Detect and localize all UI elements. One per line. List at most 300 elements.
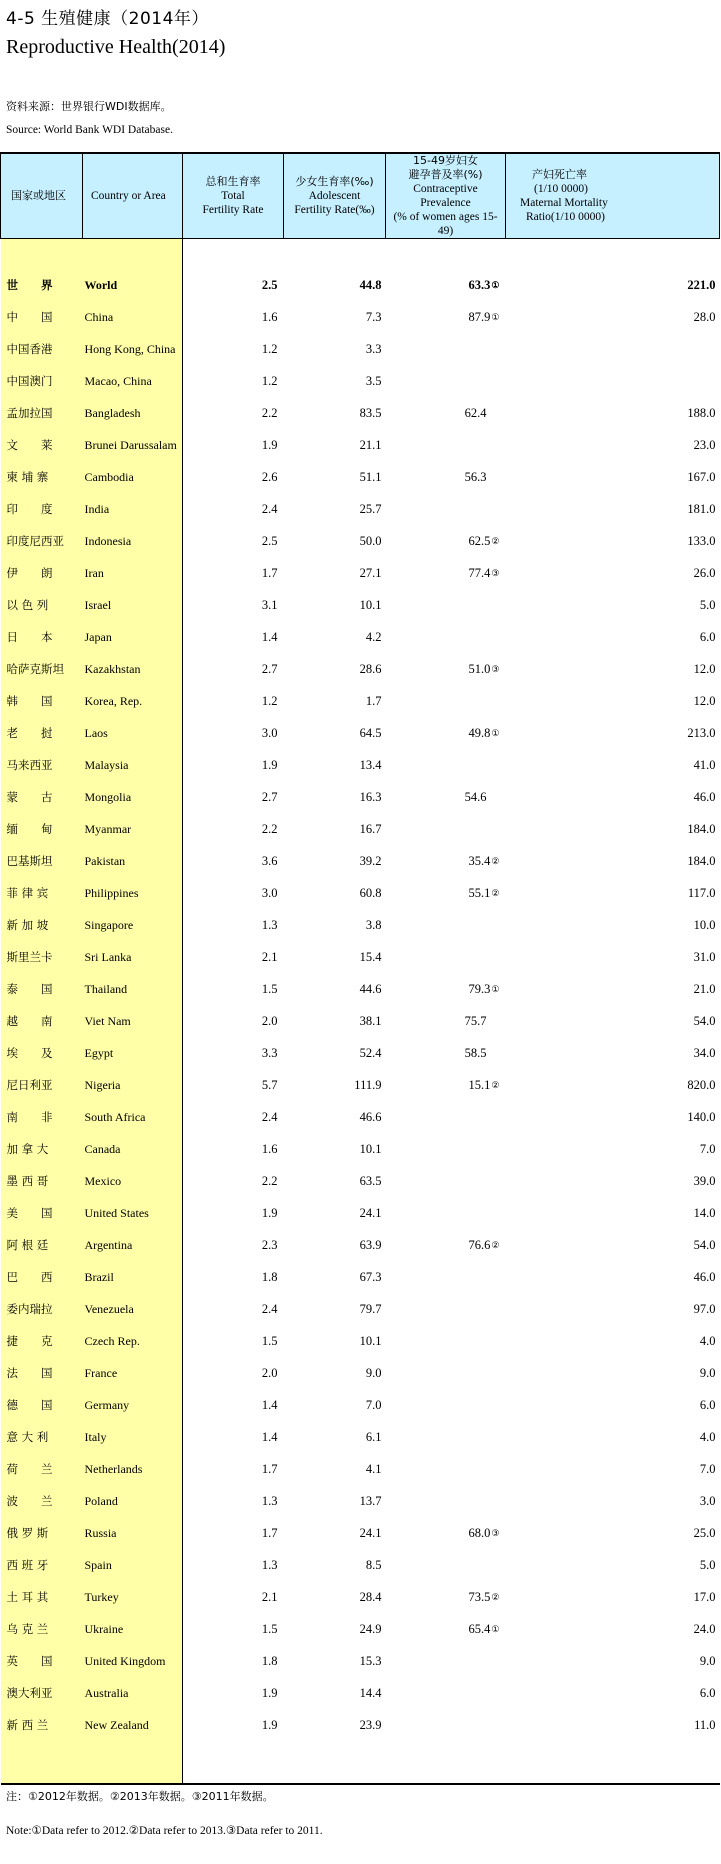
total-fertility-rate-cell: 3.0 <box>261 885 278 900</box>
country-name-cn: 新 西 兰 <box>1 1709 83 1741</box>
contraceptive-prevalence-cell <box>386 749 506 781</box>
country-name-cn: 以 色 列 <box>1 589 83 621</box>
header-maternal-mortality <box>506 153 720 239</box>
adolescent-fertility-rate-cell: 1.7 <box>365 693 382 708</box>
table-row <box>1 525 720 557</box>
country-name-cn: 柬 埔 寨 <box>1 461 83 493</box>
country-name-cn: 波 兰 <box>1 1485 83 1517</box>
contraceptive-prevalence-value: 63.3 <box>468 277 491 292</box>
adolescent-fertility-rate-cell: 9.0 <box>365 1365 382 1380</box>
spacer-cell <box>83 239 183 270</box>
country-name-en: Australia <box>83 1677 183 1709</box>
adolescent-fertility-rate-cell: 16.7 <box>359 821 382 836</box>
adolescent-fertility-rate-cell: 28.4 <box>359 1589 382 1604</box>
adolescent-fertility-rate-cell: 15.3 <box>359 1653 382 1668</box>
maternal-mortality-cell: 10.0 <box>693 917 716 932</box>
adolescent-fertility-rate-cell: 4.1 <box>365 1461 382 1476</box>
country-name-en: India <box>83 493 183 525</box>
contraceptive-prevalence-value: 35.4 <box>468 853 491 868</box>
source-note-cn: 资料来源：世界银行WDI数据库。 <box>6 100 172 113</box>
country-name-en: Germany <box>83 1389 183 1421</box>
maternal-mortality-cell <box>506 365 720 397</box>
footnote-marker: ② <box>491 1239 500 1250</box>
total-fertility-rate-cell: 1.4 <box>261 1429 278 1444</box>
adolescent-fertility-rate-cell: 67.3 <box>359 1269 382 1284</box>
maternal-mortality-cell: 41.0 <box>693 757 716 772</box>
country-name-en: Philippines <box>83 877 183 909</box>
adolescent-fertility-rate-cell: 21.1 <box>359 437 382 452</box>
country-name-en: Myanmar <box>83 813 183 845</box>
table-row <box>1 461 720 493</box>
adolescent-fertility-rate-cell: 23.9 <box>359 1717 382 1732</box>
maternal-mortality-cell: 117.0 <box>687 885 716 900</box>
adolescent-fertility-rate-cell: 15.4 <box>359 949 382 964</box>
maternal-mortality-cell: 12.0 <box>693 661 716 676</box>
total-fertility-rate-cell: 1.3 <box>261 1493 278 1508</box>
maternal-mortality-cell: 184.0 <box>687 853 716 868</box>
country-name-en: Italy <box>83 1421 183 1453</box>
adolescent-fertility-rate-cell: 39.2 <box>359 853 382 868</box>
country-name-en: Hong Kong, China <box>83 333 183 365</box>
header-tfr-cn: 总和生育率 <box>205 175 261 188</box>
total-fertility-rate-cell: 3.0 <box>261 725 278 740</box>
maternal-mortality-cell: 54.0 <box>693 1013 716 1028</box>
country-name-en: Argentina <box>83 1229 183 1261</box>
country-name-en: Israel <box>83 589 183 621</box>
country-name-cn: 西 班 牙 <box>1 1549 83 1581</box>
maternal-mortality-cell: 9.0 <box>699 1365 716 1380</box>
country-name-cn: 缅 甸 <box>1 813 83 845</box>
maternal-mortality-cell: 26.0 <box>693 565 716 580</box>
adolescent-fertility-rate-cell: 10.1 <box>359 1141 382 1156</box>
country-name-cn: 阿 根 廷 <box>1 1229 83 1261</box>
footnote-marker: ① <box>491 983 500 994</box>
maternal-mortality-cell: 167.0 <box>687 469 716 484</box>
contraceptive-prevalence-cell <box>386 1485 506 1517</box>
footnote-cn: 注：①2012年数据。②2013年数据。③2011年数据。 <box>6 1790 274 1803</box>
adolescent-fertility-rate-cell: 63.5 <box>359 1173 382 1188</box>
contraceptive-prevalence-cell <box>386 1709 506 1741</box>
contraceptive-prevalence-cell <box>386 973 506 1005</box>
contraceptive-prevalence-cell <box>386 845 506 877</box>
end-cell <box>83 1741 183 1784</box>
maternal-mortality-cell: 4.0 <box>699 1429 716 1444</box>
footnote-marker: ③ <box>491 663 500 674</box>
contraceptive-prevalence-cell <box>386 429 506 461</box>
table-row <box>1 1677 720 1709</box>
spacer-cell <box>386 239 506 270</box>
contraceptive-prevalence-value: 65.4 <box>468 1621 491 1636</box>
total-fertility-rate-cell: 1.7 <box>261 1461 278 1476</box>
adolescent-fertility-rate-cell: 24.9 <box>359 1621 382 1636</box>
contraceptive-prevalence-cell <box>386 1581 506 1613</box>
contraceptive-prevalence-value: 73.5 <box>468 1589 491 1604</box>
contraceptive-prevalence-value: 77.4 <box>468 565 491 580</box>
total-fertility-rate-cell: 1.4 <box>261 1397 278 1412</box>
total-fertility-rate-cell: 1.9 <box>261 437 278 452</box>
header-cp-cn2: 避孕普及率(%) <box>408 168 483 181</box>
page-title-cn: 4-5 生殖健康（2014年） <box>6 9 209 29</box>
header-mm-unit: (1/10 0000) <box>534 183 588 195</box>
total-fertility-rate-cell: 2.0 <box>261 1365 278 1380</box>
maternal-mortality-cell: 34.0 <box>693 1045 716 1060</box>
country-name-en: China <box>83 301 183 333</box>
table-row <box>1 365 720 397</box>
country-name-cn: 尼日利亚 <box>1 1069 83 1101</box>
contraceptive-prevalence-cell <box>386 525 506 557</box>
maternal-mortality-cell: 21.0 <box>693 981 716 996</box>
country-name-cn: 巴 西 <box>1 1261 83 1293</box>
table-row <box>1 429 720 461</box>
country-name-cn: 意 大 利 <box>1 1421 83 1453</box>
total-fertility-rate-cell: 2.4 <box>261 1109 278 1124</box>
total-fertility-rate-cell: 1.2 <box>261 693 278 708</box>
header-tfr-en2: Fertility Rate <box>202 204 264 216</box>
maternal-mortality-cell: 97.0 <box>693 1301 716 1316</box>
country-name-en: Sri Lanka <box>83 941 183 973</box>
header-tfr-en1: Total <box>221 190 245 202</box>
contraceptive-prevalence-cell <box>386 781 506 813</box>
country-name-en: Poland <box>83 1485 183 1517</box>
header-afr-cn: 少女生育率(‰) <box>295 175 374 188</box>
contraceptive-prevalence-cell <box>386 717 506 749</box>
country-name-cn: 越 南 <box>1 1005 83 1037</box>
country-name-en: France <box>83 1357 183 1389</box>
total-fertility-rate-cell: 1.4 <box>261 629 278 644</box>
table-row <box>1 781 720 813</box>
country-name-cn: 法 国 <box>1 1357 83 1389</box>
adolescent-fertility-rate-cell: 50.0 <box>359 533 382 548</box>
table-row <box>1 813 720 845</box>
maternal-mortality-cell: 184.0 <box>687 821 716 836</box>
table-row <box>1 909 720 941</box>
contraceptive-prevalence-value: 56.3 <box>464 469 487 484</box>
maternal-mortality-cell: 213.0 <box>687 725 716 740</box>
contraceptive-prevalence-cell <box>386 1389 506 1421</box>
country-name-cn: 巴基斯坦 <box>1 845 83 877</box>
country-name-cn: 荷 兰 <box>1 1453 83 1485</box>
maternal-mortality-cell: 4.0 <box>699 1333 716 1348</box>
contraceptive-prevalence-value: 58.5 <box>464 1045 487 1060</box>
contraceptive-prevalence-cell <box>386 941 506 973</box>
header-adolescent-fertility-rate <box>284 153 386 239</box>
country-name-en: Singapore <box>83 909 183 941</box>
contraceptive-prevalence-cell <box>386 1613 506 1645</box>
header-area-cn: 国家或地区 <box>1 153 83 239</box>
total-fertility-rate-cell: 2.0 <box>261 1013 278 1028</box>
country-name-en: Russia <box>83 1517 183 1549</box>
table-row <box>1 493 720 525</box>
total-fertility-rate-cell: 2.2 <box>261 405 278 420</box>
total-fertility-rate-cell: 2.4 <box>261 1301 278 1316</box>
contraceptive-prevalence-cell <box>386 1133 506 1165</box>
end-cell <box>506 1741 720 1784</box>
contraceptive-prevalence-cell <box>386 461 506 493</box>
source-note-en: Source: World Bank WDI Database. <box>6 124 173 136</box>
country-name-cn: 捷 克 <box>1 1325 83 1357</box>
header-area-en: Country or Area <box>83 153 183 239</box>
contraceptive-prevalence-cell <box>386 1677 506 1709</box>
total-fertility-rate-cell: 2.5 <box>261 277 278 292</box>
table-row <box>1 557 720 589</box>
header-afr-en2: Fertility Rate(‰) <box>294 204 375 216</box>
table-row <box>1 1069 720 1101</box>
table-row <box>1 1453 720 1485</box>
contraceptive-prevalence-cell <box>386 493 506 525</box>
country-name-cn: 新 加 坡 <box>1 909 83 941</box>
country-name-en: United States <box>83 1197 183 1229</box>
contraceptive-prevalence-cell <box>386 269 506 301</box>
total-fertility-rate-cell: 3.1 <box>261 597 278 612</box>
table-end-row <box>1 1741 720 1784</box>
table-row <box>1 1357 720 1389</box>
country-name-cn: 墨 西 哥 <box>1 1165 83 1197</box>
contraceptive-prevalence-cell <box>386 1549 506 1581</box>
end-cell <box>1 1741 83 1784</box>
maternal-mortality-cell: 7.0 <box>699 1461 716 1476</box>
maternal-mortality-cell: 7.0 <box>699 1141 716 1156</box>
maternal-mortality-cell: 17.0 <box>693 1589 716 1604</box>
country-name-en: Turkey <box>83 1581 183 1613</box>
header-afr-en1: Adolescent <box>308 190 361 202</box>
adolescent-fertility-rate-cell: 51.1 <box>359 469 382 484</box>
country-name-en: Mongolia <box>83 781 183 813</box>
country-name-en: Egypt <box>83 1037 183 1069</box>
country-name-en: Canada <box>83 1133 183 1165</box>
adolescent-fertility-rate-cell: 3.3 <box>365 341 382 356</box>
adolescent-fertility-rate-cell: 44.8 <box>359 277 382 292</box>
table-row <box>1 1485 720 1517</box>
table-row <box>1 1101 720 1133</box>
country-name-en: Brazil <box>83 1261 183 1293</box>
maternal-mortality-cell: 188.0 <box>687 405 716 420</box>
adolescent-fertility-rate-cell: 46.6 <box>359 1109 382 1124</box>
adolescent-fertility-rate-cell: 24.1 <box>359 1525 382 1540</box>
footnote-marker: ② <box>491 1591 500 1602</box>
country-name-cn: 泰 国 <box>1 973 83 1005</box>
table-row <box>1 941 720 973</box>
total-fertility-rate-cell: 2.3 <box>261 1237 278 1252</box>
country-name-en: World <box>83 269 183 301</box>
country-name-cn: 加 拿 大 <box>1 1133 83 1165</box>
total-fertility-rate-cell: 1.8 <box>261 1653 278 1668</box>
country-name-cn: 日 本 <box>1 621 83 653</box>
contraceptive-prevalence-cell <box>386 1645 506 1677</box>
contraceptive-prevalence-cell <box>386 653 506 685</box>
contraceptive-prevalence-value: 54.6 <box>464 789 487 804</box>
country-name-en: Pakistan <box>83 845 183 877</box>
total-fertility-rate-cell: 1.2 <box>261 341 278 356</box>
country-name-cn: 南 非 <box>1 1101 83 1133</box>
country-name-en: Japan <box>83 621 183 653</box>
total-fertility-rate-cell: 1.9 <box>261 1205 278 1220</box>
header-contraceptive-prevalence <box>386 153 506 239</box>
maternal-mortality-cell: 6.0 <box>699 629 716 644</box>
country-name-cn: 印 度 <box>1 493 83 525</box>
country-name-en: Netherlands <box>83 1453 183 1485</box>
contraceptive-prevalence-cell <box>386 877 506 909</box>
maternal-mortality-cell: 140.0 <box>687 1109 716 1124</box>
maternal-mortality-cell: 24.0 <box>693 1621 716 1636</box>
contraceptive-prevalence-cell <box>386 1261 506 1293</box>
table-row <box>1 621 720 653</box>
table-row <box>1 973 720 1005</box>
adolescent-fertility-rate-cell: 38.1 <box>359 1013 382 1028</box>
adolescent-fertility-rate-cell: 7.0 <box>365 1397 382 1412</box>
header-cp-en2: (% of women ages 15-49) <box>393 211 498 237</box>
total-fertility-rate-cell: 2.2 <box>261 1173 278 1188</box>
table-body <box>1 239 720 1785</box>
total-fertility-rate-cell: 1.7 <box>261 1525 278 1540</box>
footnote-marker: ② <box>491 1079 500 1090</box>
contraceptive-prevalence-value: 79.3 <box>468 981 491 996</box>
maternal-mortality-cell <box>506 333 720 365</box>
country-name-en: Thailand <box>83 973 183 1005</box>
contraceptive-prevalence-cell <box>386 1517 506 1549</box>
table-spacer-row <box>1 239 720 270</box>
table-row <box>1 269 720 301</box>
table-row <box>1 717 720 749</box>
contraceptive-prevalence-cell <box>386 1037 506 1069</box>
adolescent-fertility-rate-cell: 63.9 <box>359 1237 382 1252</box>
table-row <box>1 397 720 429</box>
adolescent-fertility-rate-cell: 3.8 <box>365 917 382 932</box>
contraceptive-prevalence-cell <box>386 1101 506 1133</box>
country-name-cn: 中国香港 <box>1 333 83 365</box>
header-cp-en1: Contraceptive Prevalence <box>413 183 478 209</box>
maternal-mortality-cell: 11.0 <box>694 1717 716 1732</box>
contraceptive-prevalence-cell <box>386 1069 506 1101</box>
adolescent-fertility-rate-cell: 44.6 <box>359 981 382 996</box>
contraceptive-prevalence-cell <box>386 1421 506 1453</box>
contraceptive-prevalence-cell <box>386 1325 506 1357</box>
table-row <box>1 845 720 877</box>
total-fertility-rate-cell: 1.5 <box>261 1333 278 1348</box>
total-fertility-rate-cell: 2.6 <box>261 469 278 484</box>
country-name-cn: 埃 及 <box>1 1037 83 1069</box>
maternal-mortality-cell: 54.0 <box>693 1237 716 1252</box>
total-fertility-rate-cell: 3.3 <box>261 1045 278 1060</box>
country-name-en: Czech Rep. <box>83 1325 183 1357</box>
contraceptive-prevalence-cell <box>386 365 506 397</box>
contraceptive-prevalence-value: 55.1 <box>468 885 491 900</box>
country-name-cn: 乌 克 兰 <box>1 1613 83 1645</box>
maternal-mortality-cell: 31.0 <box>693 949 716 964</box>
table-row <box>1 1293 720 1325</box>
table-row <box>1 1613 720 1645</box>
country-name-cn: 中 国 <box>1 301 83 333</box>
total-fertility-rate-cell: 1.9 <box>261 757 278 772</box>
country-name-en: United Kingdom <box>83 1645 183 1677</box>
country-name-en: Mexico <box>83 1165 183 1197</box>
contraceptive-prevalence-value: 75.7 <box>464 1013 487 1028</box>
adolescent-fertility-rate-cell: 6.1 <box>365 1429 382 1444</box>
maternal-mortality-cell: 221.0 <box>687 277 716 292</box>
maternal-mortality-cell: 46.0 <box>693 1269 716 1284</box>
country-name-en: Venezuela <box>83 1293 183 1325</box>
country-name-en: Indonesia <box>83 525 183 557</box>
total-fertility-rate-cell: 2.7 <box>261 661 278 676</box>
country-name-cn: 中国澳门 <box>1 365 83 397</box>
table-row <box>1 685 720 717</box>
country-name-cn: 伊 朗 <box>1 557 83 589</box>
header-total-fertility-rate <box>183 153 284 239</box>
adolescent-fertility-rate-cell: 7.3 <box>365 309 382 324</box>
table-row <box>1 749 720 781</box>
country-name-cn: 世 界 <box>1 269 83 301</box>
contraceptive-prevalence-value: 15.1 <box>468 1077 491 1092</box>
header-mm-en1: Maternal Mortality <box>520 197 608 209</box>
country-name-cn: 菲 律 宾 <box>1 877 83 909</box>
adolescent-fertility-rate-cell: 25.7 <box>359 501 382 516</box>
country-name-cn: 韩 国 <box>1 685 83 717</box>
reproductive-health-table <box>0 152 720 1785</box>
adolescent-fertility-rate-cell: 27.1 <box>359 565 382 580</box>
total-fertility-rate-cell: 1.5 <box>261 981 278 996</box>
contraceptive-prevalence-cell <box>386 685 506 717</box>
contraceptive-prevalence-value: 68.0 <box>468 1525 491 1540</box>
footnote-marker: ③ <box>491 567 500 578</box>
adolescent-fertility-rate-cell: 8.5 <box>365 1557 382 1572</box>
table-row <box>1 301 720 333</box>
adolescent-fertility-rate-cell: 13.7 <box>359 1493 382 1508</box>
maternal-mortality-cell: 181.0 <box>687 501 716 516</box>
total-fertility-rate-cell: 1.2 <box>261 373 278 388</box>
adolescent-fertility-rate-cell: 52.4 <box>359 1045 382 1060</box>
adolescent-fertility-rate-cell: 4.2 <box>365 629 382 644</box>
country-name-en: Iran <box>83 557 183 589</box>
table-row <box>1 1165 720 1197</box>
country-name-en: New Zealand <box>83 1709 183 1741</box>
country-name-en: Ukraine <box>83 1613 183 1645</box>
maternal-mortality-cell: 46.0 <box>693 789 716 804</box>
table-row <box>1 1325 720 1357</box>
contraceptive-prevalence-cell <box>386 333 506 365</box>
country-name-cn: 土 耳 其 <box>1 1581 83 1613</box>
table-row <box>1 1421 720 1453</box>
adolescent-fertility-rate-cell: 24.1 <box>359 1205 382 1220</box>
maternal-mortality-cell: 6.0 <box>699 1685 716 1700</box>
adolescent-fertility-rate-cell: 13.4 <box>359 757 382 772</box>
contraceptive-prevalence-cell <box>386 589 506 621</box>
country-name-cn: 美 国 <box>1 1197 83 1229</box>
country-name-cn: 德 国 <box>1 1389 83 1421</box>
country-name-cn: 孟加拉国 <box>1 397 83 429</box>
table-row <box>1 653 720 685</box>
total-fertility-rate-cell: 2.2 <box>261 821 278 836</box>
country-name-en: Viet Nam <box>83 1005 183 1037</box>
country-name-cn: 印度尼西亚 <box>1 525 83 557</box>
total-fertility-rate-cell: 2.1 <box>261 1589 278 1604</box>
table-row <box>1 1197 720 1229</box>
country-name-en: Korea, Rep. <box>83 685 183 717</box>
total-fertility-rate-cell: 1.5 <box>261 1621 278 1636</box>
country-name-en: Kazakhstan <box>83 653 183 685</box>
contraceptive-prevalence-cell <box>386 1229 506 1261</box>
total-fertility-rate-cell: 1.7 <box>261 565 278 580</box>
adolescent-fertility-rate-cell: 3.5 <box>365 373 382 388</box>
maternal-mortality-cell: 12.0 <box>693 693 716 708</box>
contraceptive-prevalence-value: 76.6 <box>468 1237 491 1252</box>
footnote-marker: ① <box>491 1623 500 1634</box>
maternal-mortality-cell: 5.0 <box>699 597 716 612</box>
total-fertility-rate-cell: 5.7 <box>261 1077 278 1092</box>
adolescent-fertility-rate-cell: 60.8 <box>359 885 382 900</box>
country-name-cn: 英 国 <box>1 1645 83 1677</box>
adolescent-fertility-rate-cell: 111.9 <box>354 1077 382 1092</box>
maternal-mortality-cell: 9.0 <box>699 1653 716 1668</box>
contraceptive-prevalence-value: 51.0 <box>468 661 491 676</box>
